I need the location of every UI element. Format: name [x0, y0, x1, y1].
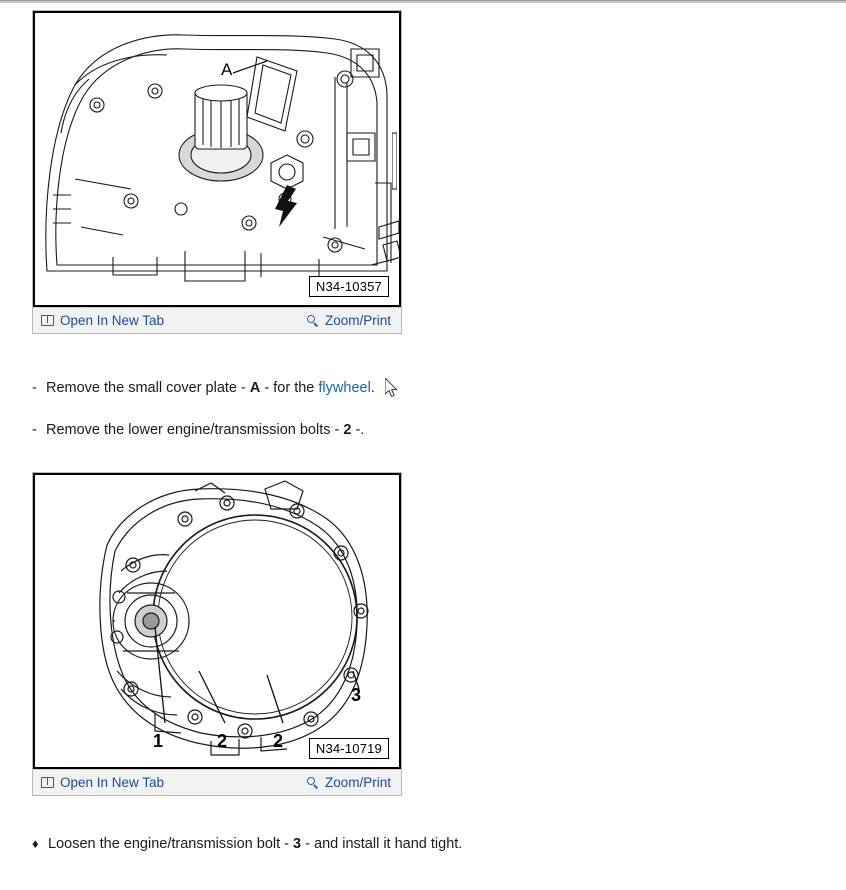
figure-1-image-code: N34-10357: [309, 276, 389, 297]
step-1-text-before: Remove the small cover plate -: [46, 380, 250, 396]
step-marker-3: ♦: [32, 836, 39, 851]
document-content: [32, 10, 822, 854]
svg-text:2: 2: [273, 731, 284, 751]
step-marker-1: -: [32, 380, 37, 396]
open-in-new-tab-button-1[interactable]: [41, 313, 164, 328]
step-line-2: [32, 420, 822, 440]
magnifier-icon: [307, 315, 319, 327]
svg-text:2: 2: [217, 731, 228, 751]
step-text-1: [46, 378, 375, 398]
figure-image-2: [33, 473, 401, 769]
new-tab-icon: [41, 315, 54, 326]
svg-text:3: 3: [351, 685, 362, 705]
figure-2-image-code: N34-10719: [309, 738, 389, 759]
open-in-new-tab-label-1: Open In New Tab: [60, 313, 165, 328]
step-1-text-mid: - for the: [260, 380, 319, 396]
step-text-2: [46, 420, 364, 440]
new-tab-icon: [41, 777, 54, 788]
step-line-1: [32, 378, 822, 398]
open-in-new-tab-label-2: Open In New Tab: [60, 775, 165, 790]
zoom-print-button-1[interactable]: [307, 313, 391, 328]
step-text-3: [48, 834, 462, 854]
figure-1-edge-marker: [392, 13, 397, 305]
svg-text:1: 1: [153, 731, 164, 751]
svg-text:A: A: [221, 60, 233, 79]
figure-block-2: [32, 472, 402, 796]
step-2-text-before: Remove the lower engine/transmission bolts -: [46, 422, 344, 438]
magnifier-icon: [307, 777, 319, 789]
step-line-3: [32, 834, 822, 854]
zoom-print-button-2[interactable]: [307, 775, 391, 790]
step-3-text-mid: - and install it hand tight.: [301, 836, 463, 852]
page-top-divider-dark: [0, 0, 846, 1]
transmission-bellhousing-diagram-2: [35, 475, 399, 763]
figure-1-toolbar: [33, 307, 401, 333]
step-1-text-after: .: [370, 380, 375, 396]
figure-2-toolbar: [33, 769, 401, 795]
step-1-bold: A: [249, 380, 261, 396]
figure-image-1: [33, 11, 401, 307]
figure-block-1: [32, 10, 402, 334]
step-3-bold: 3: [293, 836, 302, 852]
zoom-print-label-1: Zoom/Print: [324, 313, 391, 328]
step-3-text-before: Loosen the engine/transmission bolt -: [48, 836, 294, 852]
flywheel-link[interactable]: flywheel: [318, 380, 371, 396]
zoom-print-label-2: Zoom/Print: [324, 775, 391, 790]
open-in-new-tab-button-2[interactable]: [41, 775, 164, 790]
step-2-text-mid: -.: [351, 422, 365, 438]
step-marker-2: -: [32, 422, 37, 438]
transmission-housing-diagram-1: [35, 13, 399, 301]
step-2-bold: 2: [343, 422, 352, 438]
